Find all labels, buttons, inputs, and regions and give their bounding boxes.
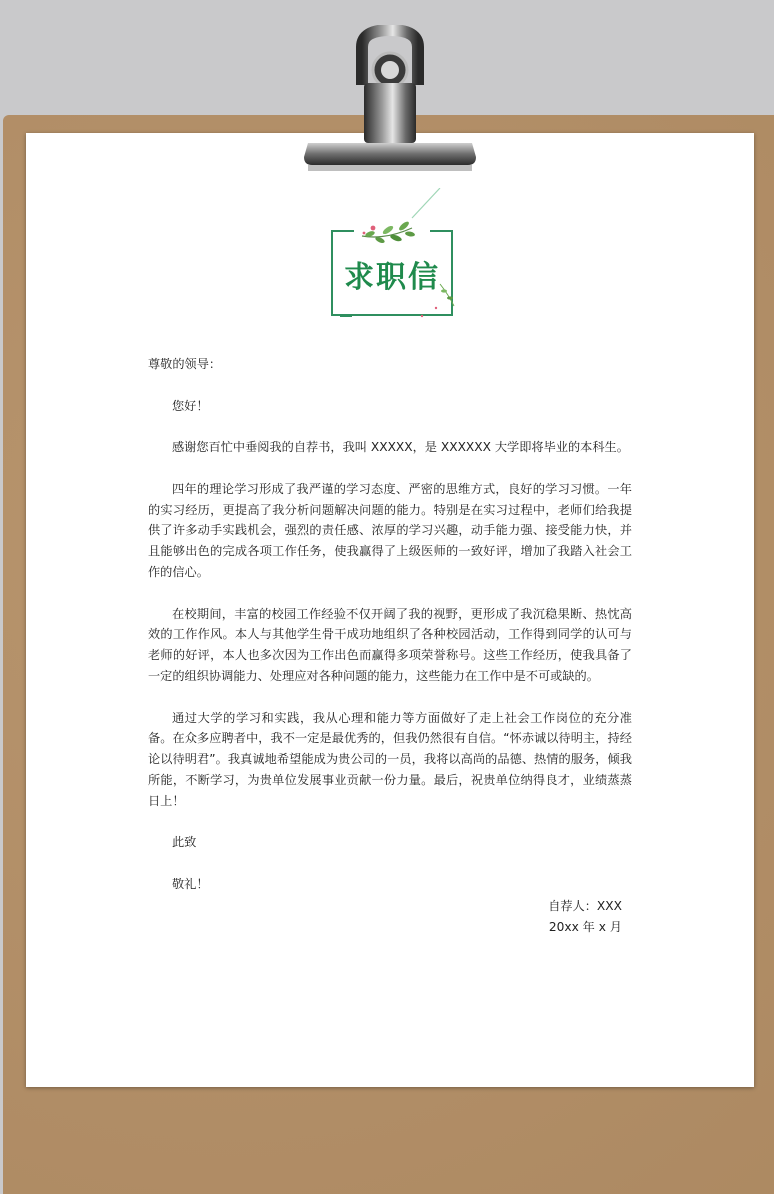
paragraph: 在校期间，丰富的校园工作经验不仅开阔了我的视野，更形成了我沉稳果断、热忱高效的工作作风。本人与其他学生骨干成功地组织了各种校园活动，工作得到同学的认可与老师的好评，本人也多次因为工作出色而赢得多项荣誉称号。这些工作经历，使我具备了一定的组织协调能力、处理应对各种问题的能力，这些能力在工作中是不可或缺的。 xyxy=(148,606,632,683)
salutation: 尊敬的领导： xyxy=(148,357,222,371)
signature: 自荐人：XXX xyxy=(548,899,622,913)
letter-body xyxy=(148,354,632,916)
paragraph: 四年的理论学习形成了我严谨的学习态度、严密的思维方式，良好的学习习惯。一年的实习经历，更提高了我分析问题解决问题的能力。特别是在实习过程中，老师们给我提供了许多动手实践机会，强烈的责任感、浓厚的学习兴趣，动手能力强、接受能力快，并且能够出色的完成各项工作任务，使我赢得了上级医师的一致好评，增加了我踏入社会工作的信心。 xyxy=(148,481,632,579)
closing-line: 敬礼！ xyxy=(172,876,209,891)
date: 20xx 年 x 月 xyxy=(548,920,622,934)
greeting: 您好！ xyxy=(172,398,209,413)
page-title: 求职信 xyxy=(344,260,440,295)
binder-clip-icon xyxy=(300,25,480,185)
paragraph: 通过大学的学习和实践，我从心理和能力等方面做好了走上社会工作岗位的充分准备。在众多应聘者中，我不一定是最优秀的，但我仍然很有自信。“怀赤诚以待明主，持经论以待明君”。我真诚地希望能成为贵公司的一员，我将以高尚的品德、热情的服务，倾我所能，不断学习，为贵单位发展事业贡献一份力量。最后，祝贵单位纳得良才，业绩蒸蒸日上！ xyxy=(148,710,632,808)
paragraph: 感谢您百忙中垂阅我的自荐书，我叫 XXXXX，是 XXXXXX 大学即将毕业的本科生。 xyxy=(172,440,629,455)
closing-line: 此致 xyxy=(172,835,197,850)
